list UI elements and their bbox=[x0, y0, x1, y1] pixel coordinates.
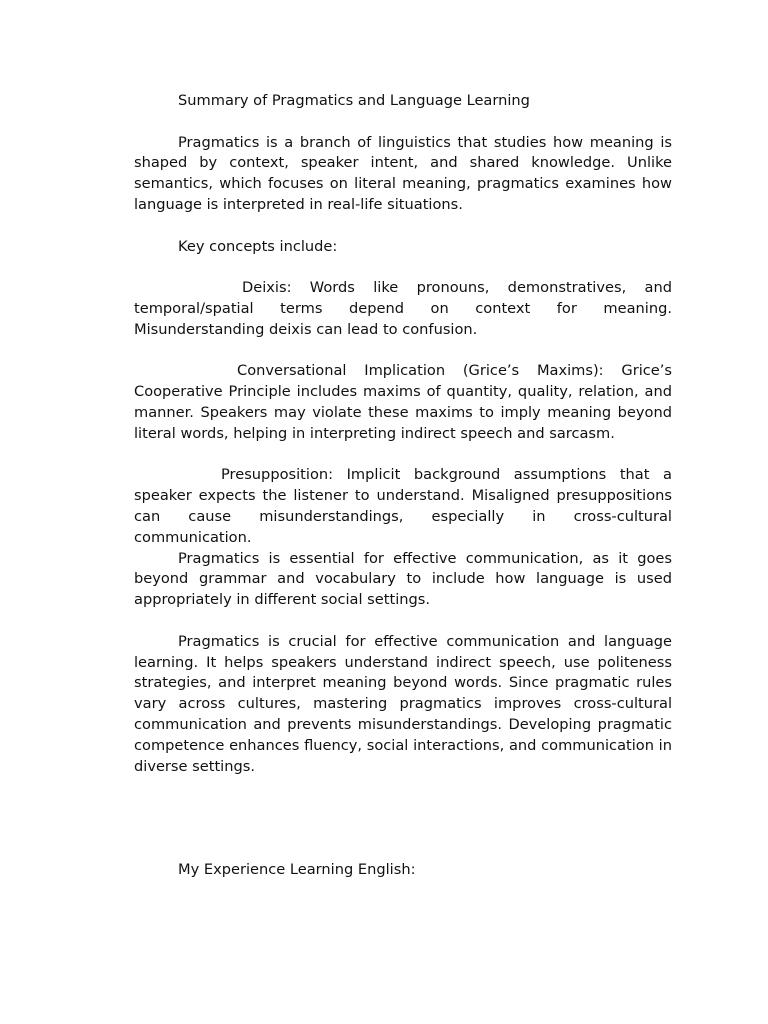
intro-paragraph: Pragmatics is a branch of linguistics that studies how meaning is shaped by context, speaker intent, and shared knowledge. Unlike semantics, which focuses on literal meaning, pragmatics examines how language is interpreted in real-life situations. bbox=[134, 133, 672, 213]
crucial-paragraph: Pragmatics is crucial for effective communication and language learning. It helps speakers understand indirect speech, use politeness strategies, and interpret meaning beyond words. Since pragmatic rules vary across cultures, mastering pragmatics improves cross-cultural communication and prevents misunderstandings. Developing pragmatic competence enhances fluency, social interactions, and communication in diverse settings. bbox=[134, 632, 672, 775]
document-title: Summary of Pragmatics and Language Learning bbox=[178, 92, 530, 109]
concept-implication: Conversational Implication (Grice’s Maxims): Grice’s Cooperative Principle includes maxims of quantity, quality, relation, and manner. Speakers may violate these maxims to imply meaning beyond literal words, helping in interpreting indirect speech and sarcasm. bbox=[134, 362, 672, 442]
key-concepts-heading: Key concepts include: bbox=[178, 237, 338, 255]
experience-heading: My Experience Learning English: bbox=[178, 861, 416, 879]
essential-paragraph: Pragmatics is essential for effective communication, as it goes beyond grammar and vocabulary to include how language is used appropriately in different social settings. bbox=[134, 549, 672, 609]
concept-presupposition: Presupposition: Implicit background assumptions that a speaker expects the listener to understand. Misaligned presuppositions can cause misunderstandings, especially in cross-cultural communication. bbox=[134, 466, 672, 546]
concept-deixis: Deixis: Words like pronouns, demonstratives, and temporal/spatial terms depend on context for meaning. Misunderstanding deixis can lead to confusion. bbox=[134, 279, 672, 338]
document-page bbox=[134, 91, 672, 881]
